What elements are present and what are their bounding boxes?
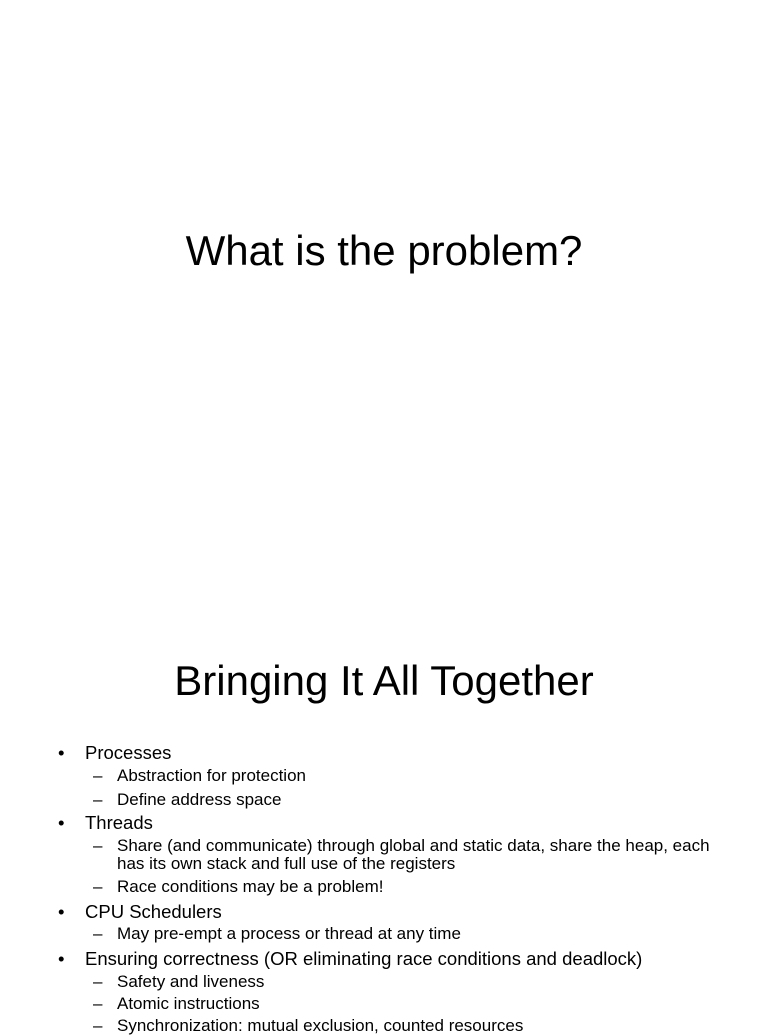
bullet-text: Threads	[85, 812, 153, 833]
sub-bullet-marker: –	[93, 1016, 103, 1035]
bullet-text: Processes	[85, 742, 172, 763]
sub-bullet-item	[93, 994, 727, 1013]
bullet-text: CPU Schedulers	[85, 901, 222, 922]
sub-bullet-marker: –	[93, 790, 103, 809]
sub-bullet-text: May pre-empt a process or thread at any time	[117, 924, 461, 943]
bullet-item-processes	[58, 742, 745, 764]
sub-bullet-text: Race conditions may be a problem!	[117, 877, 384, 896]
sub-bullet-marker: –	[93, 924, 103, 943]
bullet-marker: •	[58, 742, 65, 763]
bullet-item-ensuring-correctness	[58, 948, 745, 970]
slide-title: What is the problem?	[185, 227, 583, 274]
sub-bullet-marker: –	[93, 766, 103, 785]
sub-bullet-text: Share (and communicate) through global and static data, share the heap, each has its own stack and full use of the registers	[117, 836, 710, 873]
bullet-item-cpu-schedulers	[58, 901, 745, 923]
bullet-marker: •	[58, 812, 65, 833]
bullet-marker: •	[58, 901, 65, 922]
bullet-marker: •	[58, 948, 65, 969]
sub-bullet-item	[93, 924, 727, 943]
sub-bullet-text-cut-off: Synchronization: mutual exclusion, counted resources	[117, 1016, 524, 1035]
sub-bullet-item	[93, 790, 727, 809]
sub-bullet-text: Safety and liveness	[117, 972, 265, 991]
bullet-list	[0, 576, 768, 1035]
sub-bullet-text: Abstraction for protection	[117, 766, 306, 785]
sub-bullet-marker: –	[93, 877, 103, 896]
sub-bullet-item	[93, 877, 727, 896]
sub-bullet-marker: –	[93, 836, 103, 855]
sub-bullet-marker: –	[93, 994, 103, 1013]
sub-bullet-item	[93, 766, 727, 785]
sub-bullet-marker: –	[93, 972, 103, 991]
slide-title: Bringing It All Together	[174, 657, 594, 704]
bullet-text: Ensuring correctness (OR eliminating race conditions and deadlock)	[85, 948, 643, 969]
sub-bullet-text: Define address space	[117, 790, 282, 809]
sub-bullet-item	[93, 836, 727, 873]
sub-bullet-item	[93, 972, 727, 991]
sub-bullet-text: Atomic instructions	[117, 994, 260, 1013]
bullet-item-threads	[58, 812, 745, 834]
slide-2	[0, 576, 768, 1035]
